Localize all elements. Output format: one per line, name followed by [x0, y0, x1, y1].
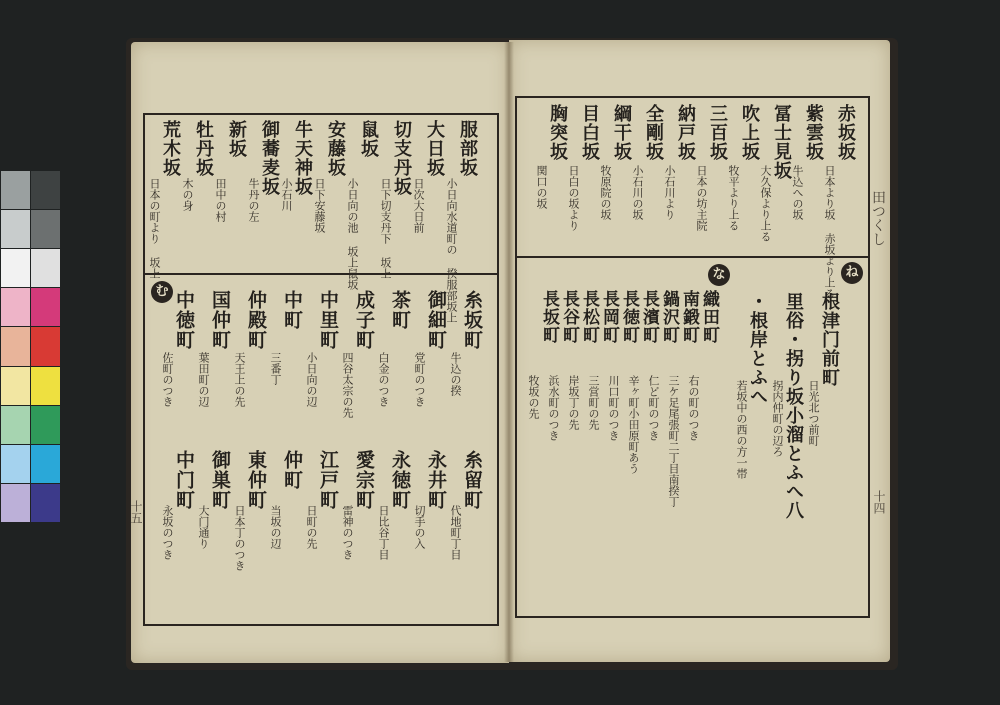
- entry-heading: 服部坂: [457, 120, 478, 177]
- entry-heading: 胸突坂: [547, 104, 568, 161]
- entry-note: 浜水町のつき: [547, 375, 560, 441]
- entry-heading: 全剛坂: [643, 104, 664, 161]
- entry-heading: 愛宗町: [353, 450, 375, 510]
- entry-heading: ・根岸とふへ: [747, 292, 768, 406]
- entry-heading: 安藤坂: [325, 120, 346, 177]
- entry-note: 三ケ足尾張町二丁目南揆丁: [667, 375, 680, 507]
- entry-note: 三営町の先: [587, 375, 600, 430]
- entry-heading: 紫雲坂: [803, 104, 824, 161]
- entry-note: 白金のつき: [377, 352, 390, 407]
- color-swatch: [1, 210, 30, 248]
- entry-note: 四谷太宗の先: [341, 352, 354, 418]
- entry-heading: 牛天神坂: [292, 120, 313, 196]
- color-swatch: [1, 484, 30, 522]
- color-swatch: [31, 171, 60, 209]
- entry-note: 日比谷丁目: [377, 505, 390, 560]
- color-swatch: [1, 288, 30, 326]
- entry-heading: 成子町: [353, 290, 375, 350]
- entry-heading: 南鍛町: [679, 290, 699, 344]
- entry-heading: 鍋沢町: [659, 290, 679, 344]
- entry-note: 三番丁: [269, 352, 282, 385]
- entry-heading: 国仲町: [209, 290, 231, 350]
- entry-note: 永坂のつき: [161, 505, 174, 560]
- entry-heading: 三百坂: [707, 104, 728, 161]
- entry-heading: 御蕎麦坂: [259, 120, 280, 196]
- entry-note: 仁ど町のつき: [647, 375, 660, 441]
- entry-heading: 糸留町: [461, 450, 483, 510]
- entry-heading: 長濱町: [639, 290, 659, 344]
- entry-note: 日光北つ前町: [807, 380, 820, 446]
- color-swatch: [1, 249, 30, 287]
- entry-note: 日下切支丹下 坂上: [379, 178, 392, 279]
- entry-heading: 切支丹坂: [391, 120, 412, 196]
- entry-note: 日次大日前: [412, 178, 425, 233]
- color-swatch: [1, 445, 30, 483]
- entry-note: 牧坂の先: [527, 375, 540, 419]
- entry-heading: 織田町: [699, 290, 719, 344]
- entry-note: 日本より坂 赤坂より上る: [823, 165, 836, 299]
- entry-heading: 中里町: [317, 290, 339, 350]
- left-page-folio: 十五: [129, 500, 143, 524]
- color-swatch: [31, 210, 60, 248]
- entry-note: 当坂の辺: [269, 505, 282, 549]
- color-swatch: [31, 288, 60, 326]
- entry-note: 大门通り: [197, 505, 210, 549]
- entry-heading: 牡丹坂: [193, 120, 214, 177]
- color-swatch: [31, 327, 60, 365]
- entry-note: 関口の坂: [535, 165, 548, 209]
- section-mark-na: な: [708, 264, 730, 286]
- section-mark-ne: ね: [841, 262, 863, 284]
- entry-note: 小石川より: [663, 165, 676, 220]
- entry-heading: 綱干坂: [611, 104, 632, 161]
- color-calibration-chart: [0, 171, 60, 523]
- entry-note: 小日向水道町の 揆服部坂上: [445, 178, 458, 323]
- entry-heading: 永徳町: [389, 450, 411, 510]
- entry-heading: 長徳町: [619, 290, 639, 344]
- entry-note: 党町のつき: [413, 352, 426, 407]
- entry-heading: 永井町: [425, 450, 447, 510]
- entry-note: 牧原院の坂: [599, 165, 612, 220]
- entry-heading: 根津门前町: [819, 292, 840, 387]
- entry-heading: 目白坂: [579, 104, 600, 161]
- entry-note: 日白の坂より: [567, 165, 580, 231]
- color-swatch: [31, 406, 60, 444]
- entry-heading: 御巣町: [209, 450, 231, 510]
- entry-note: 日本の坊主院: [695, 165, 708, 231]
- color-swatch: [1, 171, 30, 209]
- entry-heading: 茶町: [389, 290, 411, 330]
- entry-heading: 長岡町: [599, 290, 619, 344]
- entry-note: 牧平より上る: [727, 165, 740, 231]
- entry-heading: 仲町: [281, 450, 303, 490]
- entry-note: 佐町のつき: [161, 352, 174, 407]
- entry-heading: 御細町: [425, 290, 447, 350]
- entry-note: 雷神のつき: [341, 505, 354, 560]
- entry-note: 牛込の揆: [449, 352, 462, 396]
- entry-note: 日本の町より 坂上: [148, 178, 161, 279]
- entry-note: 小石川: [280, 178, 293, 211]
- entry-heading: 東仲町: [245, 450, 267, 510]
- entry-note: 拐内仲町の辺ろ: [771, 380, 784, 457]
- right-page-folio: 十四: [872, 490, 886, 514]
- entry-heading: 里俗・拐り坂小溜とふへ八: [783, 292, 804, 520]
- section-mark-mu: む: [151, 281, 173, 303]
- entry-heading: 鼠坂: [358, 120, 379, 158]
- entry-heading: 冨士見坂: [771, 104, 792, 180]
- color-swatch: [31, 367, 60, 405]
- entry-note: 右の町のつき: [687, 375, 700, 441]
- entry-heading: 糸坂町: [461, 290, 483, 350]
- entry-note: 小日向の池 坂上鼠坂: [346, 178, 359, 290]
- entry-note: 葉田町の辺: [197, 352, 210, 407]
- color-swatch: [1, 367, 30, 405]
- entry-note: 木の身: [181, 178, 194, 211]
- entry-note: 日町の先: [305, 505, 318, 549]
- right-page-divider: [517, 256, 868, 258]
- color-swatch: [1, 327, 30, 365]
- entry-heading: 赤坂坂: [835, 104, 856, 161]
- entry-note: 牛丹の左: [247, 178, 260, 222]
- book-gutter: [504, 42, 514, 662]
- entry-heading: 中町: [281, 290, 303, 330]
- entry-heading: 長坂町: [539, 290, 559, 344]
- entry-heading: 吹上坂: [739, 104, 760, 161]
- entry-note: 代地町丁目: [449, 505, 462, 560]
- entry-note: 川口町のつき: [607, 375, 620, 441]
- color-swatch: [1, 406, 30, 444]
- entry-note: 岸坂丁の先: [567, 375, 580, 430]
- entry-heading: 大日坂: [424, 120, 445, 177]
- entry-note: 若坂中の西の方一帯: [735, 380, 748, 479]
- entry-note: 牛込への坂: [791, 165, 804, 220]
- entry-heading: 長松町: [579, 290, 599, 344]
- entry-note: 辛ヶ町小田原町あう: [627, 375, 640, 474]
- entry-heading: 納戸坂: [675, 104, 696, 161]
- entry-note: 日下安藤坂: [313, 178, 326, 233]
- entry-heading: 中门町: [173, 450, 195, 510]
- entry-note: 小石川の坂: [631, 165, 644, 220]
- entry-note: 切手の入: [413, 505, 426, 549]
- entry-heading: 荒木坂: [160, 120, 181, 177]
- entry-heading: 仲殿町: [245, 290, 267, 350]
- color-swatch: [31, 445, 60, 483]
- entry-note: 大久保より上る: [759, 165, 772, 242]
- entry-note: 田中の村: [214, 178, 227, 222]
- color-swatch: [31, 484, 60, 522]
- entry-heading: 江戸町: [317, 450, 339, 510]
- entry-heading: 新坂: [226, 120, 247, 158]
- right-page-margin-title: 田つくし: [870, 190, 886, 246]
- entry-note: 天王上の先: [233, 352, 246, 407]
- entry-note: 日本丁のつき: [233, 505, 246, 571]
- entry-note: 小日向の辺: [305, 352, 318, 407]
- color-swatch: [31, 249, 60, 287]
- entry-heading: 中徳町: [173, 290, 195, 350]
- entry-heading: 長谷町: [559, 290, 579, 344]
